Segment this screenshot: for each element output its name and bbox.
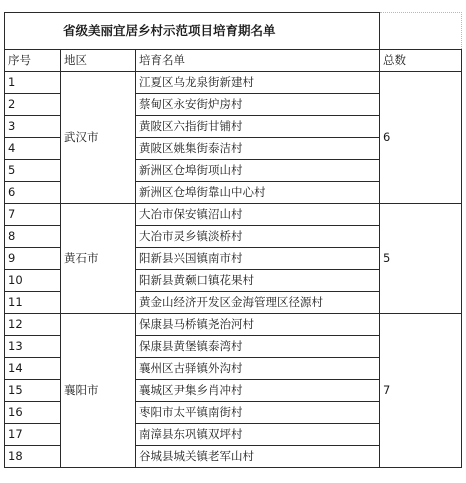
header-total[interactable]: 总数 (380, 50, 462, 72)
row-index[interactable]: 14 (5, 358, 61, 380)
row-index[interactable]: 7 (5, 204, 61, 226)
row-index[interactable]: 18 (5, 446, 61, 468)
village-name[interactable]: 蔡甸区永安街炉房村 (136, 94, 380, 116)
row-index[interactable]: 8 (5, 226, 61, 248)
row-index[interactable]: 10 (5, 270, 61, 292)
total-cell[interactable]: 7 (380, 314, 462, 468)
village-name[interactable]: 谷城县城关镇老军山村 (136, 446, 380, 468)
header-name[interactable]: 培育名单 (136, 50, 380, 72)
village-name[interactable]: 襄州区古驿镇外沟村 (136, 358, 380, 380)
village-name[interactable]: 黄金山经济开发区金海管理区径源村 (136, 292, 380, 314)
village-name[interactable]: 黄陂区六指街甘铺村 (136, 116, 380, 138)
village-name[interactable]: 襄城区尹集乡肖冲村 (136, 380, 380, 402)
row-index[interactable]: 2 (5, 94, 61, 116)
table-title[interactable]: 省级美丽宜居乡村示范项目培育期名单 (5, 13, 380, 50)
row-index[interactable]: 5 (5, 160, 61, 182)
region-cell[interactable]: 襄阳市 (61, 314, 136, 468)
total-cell[interactable]: 5 (380, 204, 462, 314)
total-cell[interactable]: 6 (380, 72, 462, 204)
row-index[interactable]: 6 (5, 182, 61, 204)
blank-cell[interactable] (380, 13, 462, 50)
village-name[interactable]: 新洲区仓埠街项山村 (136, 160, 380, 182)
region-cell[interactable]: 武汉市 (61, 72, 136, 204)
village-name[interactable]: 江夏区乌龙泉街新建村 (136, 72, 380, 94)
table-row (5, 72, 462, 94)
table-row (5, 204, 462, 226)
row-index[interactable]: 16 (5, 402, 61, 424)
table-row (5, 314, 462, 336)
village-name[interactable]: 黄陂区姚集街泰洁村 (136, 138, 380, 160)
village-name[interactable]: 保康县黄堡镇泰湾村 (136, 336, 380, 358)
village-name[interactable]: 阳新县兴国镇南市村 (136, 248, 380, 270)
region-cell[interactable]: 黄石市 (61, 204, 136, 314)
row-index[interactable]: 17 (5, 424, 61, 446)
village-name[interactable]: 大冶市保安镇沼山村 (136, 204, 380, 226)
row-index[interactable]: 12 (5, 314, 61, 336)
row-index[interactable]: 3 (5, 116, 61, 138)
row-index[interactable]: 13 (5, 336, 61, 358)
header-row (5, 50, 462, 72)
title-row (5, 13, 462, 50)
row-index[interactable]: 9 (5, 248, 61, 270)
row-index[interactable]: 15 (5, 380, 61, 402)
village-name[interactable]: 大冶市灵乡镇淡桥村 (136, 226, 380, 248)
row-index[interactable]: 1 (5, 72, 61, 94)
village-name[interactable]: 南漳县东巩镇双坪村 (136, 424, 380, 446)
row-index[interactable]: 11 (5, 292, 61, 314)
village-name[interactable]: 新洲区仓埠街靠山中心村 (136, 182, 380, 204)
village-name[interactable]: 阳新县黄颡口镇花果村 (136, 270, 380, 292)
row-index[interactable]: 4 (5, 138, 61, 160)
village-name[interactable]: 枣阳市太平镇南街村 (136, 402, 380, 424)
header-index[interactable]: 序号 (5, 50, 61, 72)
header-region[interactable]: 地区 (61, 50, 136, 72)
village-name[interactable]: 保康县马桥镇尧治河村 (136, 314, 380, 336)
village-list-table (4, 12, 462, 468)
